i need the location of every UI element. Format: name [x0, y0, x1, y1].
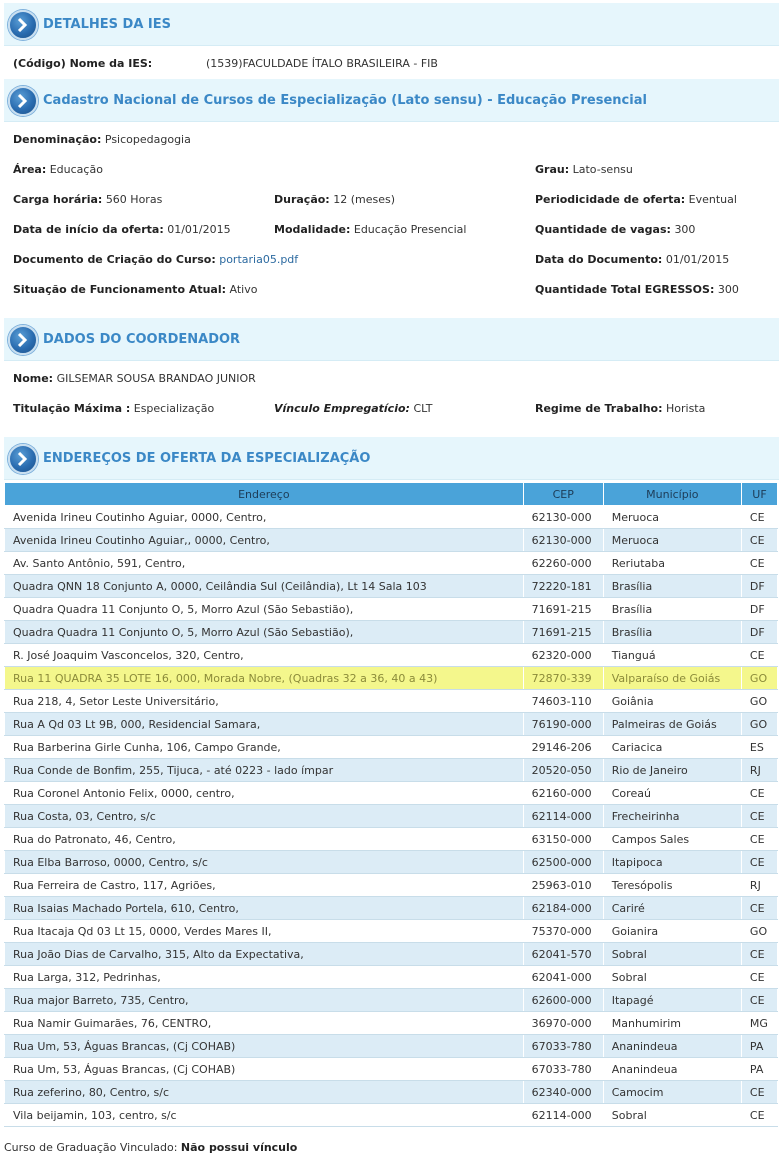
cell-cep: 72220-181 — [523, 575, 603, 598]
footer-graduacao — [4, 1141, 297, 1154]
cell-uf: GO — [741, 667, 777, 690]
cell-endereco: Av. Santo Antônio, 591, Centro, — [5, 552, 524, 575]
field-vinculo — [274, 402, 432, 415]
value-coordenador-nome: GILSEMAR SOUSA BRANDAO JUNIOR — [56, 372, 256, 385]
table-row[interactable] — [5, 1081, 778, 1104]
cell-cep: 74603-110 — [523, 690, 603, 713]
cell-uf: DF — [741, 575, 777, 598]
table-row[interactable] — [5, 1058, 778, 1081]
cell-cep: 62160-000 — [523, 782, 603, 805]
value-area: Educação — [49, 163, 103, 176]
cell-cep: 76190-000 — [523, 713, 603, 736]
cell-cep: 36970-000 — [523, 1012, 603, 1035]
section-header-coordenador — [4, 318, 779, 361]
cell-municipio: Brasília — [603, 621, 741, 644]
cell-uf: CE — [741, 966, 777, 989]
cell-uf: RJ — [741, 874, 777, 897]
cell-endereco: Rua Conde de Bonfim, 255, Tijuca, - até 0223 - lado ímpar — [5, 759, 524, 782]
label-documento: Documento de Criação do Curso: — [13, 253, 216, 266]
cell-endereco: Rua Larga, 312, Pedrinhas, — [5, 966, 524, 989]
cell-municipio: Meruoca — [603, 506, 741, 529]
table-row[interactable] — [5, 552, 778, 575]
footer-label: Curso de Graduação Vinculado: — [4, 1141, 178, 1154]
label-denominacao: Denominação: — [13, 133, 102, 146]
table-row[interactable] — [5, 736, 778, 759]
cell-uf: MG — [741, 1012, 777, 1035]
cell-cep: 67033-780 — [523, 1035, 603, 1058]
value-denominacao: Psicopedagogia — [104, 133, 191, 146]
cell-endereco: Rua Ferreira de Castro, 117, Agriões, — [5, 874, 524, 897]
table-row[interactable] — [5, 759, 778, 782]
field-titulacao — [13, 402, 214, 415]
cell-municipio: Goiânia — [603, 690, 741, 713]
table-row[interactable] — [5, 690, 778, 713]
cell-cep: 67033-780 — [523, 1058, 603, 1081]
label-modalidade: Modalidade: — [274, 223, 351, 236]
cell-municipio: Manhumirim — [603, 1012, 741, 1035]
value-carga: 560 Horas — [105, 193, 163, 206]
table-row[interactable] — [5, 1035, 778, 1058]
section-title-ies: DETALHES DA IES — [43, 17, 171, 32]
value-periodicidade: Eventual — [688, 193, 737, 206]
table-row[interactable] — [5, 874, 778, 897]
cell-cep: 62500-000 — [523, 851, 603, 874]
table-row[interactable] — [5, 1104, 778, 1127]
cell-municipio: Itapipoca — [603, 851, 741, 874]
cell-endereco: Rua major Barreto, 735, Centro, — [5, 989, 524, 1012]
value-titulacao: Especialização — [133, 402, 215, 415]
cell-endereco: Rua Namir Guimarães, 76, CENTRO, — [5, 1012, 524, 1035]
cell-municipio: Sobral — [603, 966, 741, 989]
cell-cep: 71691-215 — [523, 598, 603, 621]
label-coordenador-nome: Nome: — [13, 372, 54, 385]
field-documento — [13, 253, 298, 266]
cell-cep: 62041-570 — [523, 943, 603, 966]
cell-cep: 62600-000 — [523, 989, 603, 1012]
cell-cep: 63150-000 — [523, 828, 603, 851]
cell-municipio: Palmeiras de Goiás — [603, 713, 741, 736]
field-grau — [535, 163, 633, 176]
cell-uf: RJ — [741, 759, 777, 782]
cell-uf: CE — [741, 897, 777, 920]
cell-municipio: Ananindeua — [603, 1035, 741, 1058]
cell-endereco: Vila beijamin, 103, centro, s/c — [5, 1104, 524, 1127]
cell-endereco: Rua A Qd 03 Lt 9B, 000, Residencial Samara, — [5, 713, 524, 736]
cell-uf: ES — [741, 736, 777, 759]
footer-value: Não possui vínculo — [180, 1141, 298, 1154]
cell-municipio: Goianira — [603, 920, 741, 943]
column-header-endereco[interactable]: Endereço — [5, 483, 524, 506]
field-periodicidade — [535, 193, 737, 206]
table-row[interactable] — [5, 621, 778, 644]
cell-municipio: Camocim — [603, 1081, 741, 1104]
cell-uf: DF — [741, 598, 777, 621]
label-area: Área: — [13, 163, 47, 176]
field-inicio — [13, 223, 231, 236]
table-row[interactable] — [5, 851, 778, 874]
value-nome-ies: (1539)FACULDADE ÍTALO BRASILEIRA - FIB — [206, 57, 438, 70]
cell-municipio: Sobral — [603, 943, 741, 966]
cell-municipio: Reriutaba — [603, 552, 741, 575]
table-row[interactable] — [5, 529, 778, 552]
cell-cep: 62114-000 — [523, 1104, 603, 1127]
value-regime: Horista — [666, 402, 706, 415]
cell-cep: 20520-050 — [523, 759, 603, 782]
cell-uf: CE — [741, 1081, 777, 1104]
field-egressos — [535, 283, 739, 296]
section-header-ies — [4, 3, 779, 46]
label-periodicidade: Periodicidade de oferta: — [535, 193, 686, 206]
field-denominacao — [13, 133, 191, 146]
cell-endereco: Rua Coronel Antonio Felix, 0000, centro, — [5, 782, 524, 805]
enderecos-table-body — [5, 506, 778, 1127]
field-situacao — [13, 283, 257, 296]
cell-endereco: Quadra QNN 18 Conjunto A, 0000, Ceilândia Sul (Ceilândia), Lt 14 Sala 103 — [5, 575, 524, 598]
chevron-right-circle-icon — [8, 10, 38, 40]
cell-cep: 62130-000 — [523, 529, 603, 552]
value-situacao: Ativo — [229, 283, 258, 296]
cell-uf: CE — [741, 989, 777, 1012]
table-row[interactable] — [5, 805, 778, 828]
cell-uf: GO — [741, 690, 777, 713]
value-vinculo: CLT — [413, 402, 433, 415]
cell-uf: CE — [741, 1104, 777, 1127]
label-carga: Carga horária: — [13, 193, 103, 206]
cell-uf: CE — [741, 805, 777, 828]
label-data-documento: Data do Documento: — [535, 253, 663, 266]
cell-endereco: Rua zeferino, 80, Centro, s/c — [5, 1081, 524, 1104]
cell-endereco: Avenida Irineu Coutinho Aguiar,, 0000, Centro, — [5, 529, 524, 552]
label-grau: Grau: — [535, 163, 570, 176]
cell-uf: GO — [741, 713, 777, 736]
table-row[interactable] — [5, 506, 778, 529]
cell-uf: CE — [741, 943, 777, 966]
label-situacao: Situação de Funcionamento Atual: — [13, 283, 227, 296]
field-regime — [535, 402, 705, 415]
cell-cep: 62340-000 — [523, 1081, 603, 1104]
chevron-right-circle-icon — [8, 444, 38, 474]
cell-cep: 62041-000 — [523, 966, 603, 989]
column-header-cep[interactable]: CEP — [523, 483, 603, 506]
table-row[interactable] — [5, 782, 778, 805]
value-grau: Lato-sensu — [572, 163, 633, 176]
cell-municipio: Campos Sales — [603, 828, 741, 851]
cell-municipio: Teresópolis — [603, 874, 741, 897]
value-egressos: 300 — [717, 283, 739, 296]
cell-endereco: Rua Barberina Girle Cunha, 106, Campo Grande, — [5, 736, 524, 759]
label-regime: Regime de Trabalho: — [535, 402, 663, 415]
cell-endereco: Quadra Quadra 11 Conjunto O, 5, Morro Azul (São Sebastião), — [5, 621, 524, 644]
label-nome-ies: (Código) Nome da IES: — [13, 57, 153, 70]
label-egressos: Quantidade Total EGRESSOS: — [535, 283, 715, 296]
chevron-right-circle-icon — [8, 325, 38, 355]
table-row[interactable] — [5, 713, 778, 736]
cell-cep: 62260-000 — [523, 552, 603, 575]
cell-cep: 29146-206 — [523, 736, 603, 759]
cell-municipio: Brasília — [603, 598, 741, 621]
cell-municipio: Sobral — [603, 1104, 741, 1127]
cell-cep: 62184-000 — [523, 897, 603, 920]
table-row[interactable] — [5, 1012, 778, 1035]
cell-municipio: Brasília — [603, 575, 741, 598]
cell-municipio: Tianguá — [603, 644, 741, 667]
label-vagas: Quantidade de vagas: — [535, 223, 671, 236]
cell-municipio: Ananindeua — [603, 1058, 741, 1081]
cell-municipio: Cariacica — [603, 736, 741, 759]
cell-uf: CE — [741, 529, 777, 552]
value-data-documento: 01/01/2015 — [665, 253, 730, 266]
table-row[interactable] — [5, 943, 778, 966]
cell-cep: 72870-339 — [523, 667, 603, 690]
enderecos-table — [4, 482, 778, 1127]
field-duracao — [274, 193, 395, 206]
value-duracao: 12 (meses) — [333, 193, 396, 206]
section-title-coordenador: DADOS DO COORDENADOR — [43, 332, 241, 347]
cell-endereco: Rua Um, 53, Águas Brancas, (Cj COHAB) — [5, 1035, 524, 1058]
value-inicio: 01/01/2015 — [167, 223, 231, 236]
cell-municipio: Coreaú — [603, 782, 741, 805]
table-row[interactable] — [5, 989, 778, 1012]
cell-endereco: Rua Elba Barroso, 0000, Centro, s/c — [5, 851, 524, 874]
label-inicio: Data de início da oferta: — [13, 223, 164, 236]
table-row[interactable] — [5, 920, 778, 943]
table-row[interactable] — [5, 598, 778, 621]
cell-municipio: Valparaíso de Goiás — [603, 667, 741, 690]
table-row[interactable] — [5, 644, 778, 667]
field-area — [13, 163, 103, 176]
table-row[interactable] — [5, 897, 778, 920]
cell-uf: DF — [741, 621, 777, 644]
cell-endereco: Quadra Quadra 11 Conjunto O, 5, Morro Azul (São Sebastião), — [5, 598, 524, 621]
cell-municipio: Meruoca — [603, 529, 741, 552]
label-vinculo: Vínculo Empregatício: — [274, 402, 410, 415]
table-row[interactable] — [5, 575, 778, 598]
cell-endereco: Rua do Patronato, 46, Centro, — [5, 828, 524, 851]
cell-endereco: Rua Um, 53, Águas Brancas, (Cj COHAB) — [5, 1058, 524, 1081]
field-modalidade — [274, 223, 466, 236]
table-row[interactable] — [5, 667, 778, 690]
cell-municipio: Frecheirinha — [603, 805, 741, 828]
value-vagas: 300 — [674, 223, 696, 236]
column-header-uf[interactable]: UF — [741, 483, 777, 506]
cell-municipio: Itapagé — [603, 989, 741, 1012]
field-carga — [13, 193, 162, 206]
cell-endereco: Rua João Dias de Carvalho, 315, Alto da Expectativa, — [5, 943, 524, 966]
cell-uf: CE — [741, 782, 777, 805]
cell-endereco: Rua Isaias Machado Portela, 610, Centro, — [5, 897, 524, 920]
cell-cep: 62130-000 — [523, 506, 603, 529]
cell-cep: 62114-000 — [523, 805, 603, 828]
cell-cep: 25963-010 — [523, 874, 603, 897]
cell-uf: CE — [741, 851, 777, 874]
cell-endereco: Rua 218, 4, Setor Leste Universitário, — [5, 690, 524, 713]
cell-uf: PA — [741, 1058, 777, 1081]
field-data-documento — [535, 253, 729, 266]
table-row[interactable] — [5, 828, 778, 851]
column-header-municipio[interactable]: Município — [603, 483, 741, 506]
label-titulacao: Titulação Máxima : — [13, 402, 131, 415]
cell-uf: CE — [741, 828, 777, 851]
cell-endereco: Rua 11 QUADRA 35 LOTE 16, 000, Morada Nobre, (Quadras 32 a 36, 40 a 43) — [5, 667, 524, 690]
table-header-row — [5, 483, 778, 506]
link-documento[interactable]: portaria05.pdf — [219, 253, 299, 266]
section-title-enderecos: ENDEREÇOS DE OFERTA DA ESPECIALIZAÇÃO — [43, 451, 371, 466]
cell-endereco: Avenida Irineu Coutinho Aguiar, 0000, Centro, — [5, 506, 524, 529]
cell-endereco: R. José Joaquim Vasconcelos, 320, Centro, — [5, 644, 524, 667]
cell-cep: 75370-000 — [523, 920, 603, 943]
cell-uf: GO — [741, 920, 777, 943]
field-nome-ies — [13, 57, 152, 70]
label-duracao: Duração: — [274, 193, 330, 206]
chevron-right-circle-icon — [8, 86, 38, 116]
cell-municipio: Rio de Janeiro — [603, 759, 741, 782]
section-title-curso: Cadastro Nacional de Cursos de Especialização (Lato sensu) - Educação Presencial — [43, 93, 647, 108]
cell-cep: 71691-215 — [523, 621, 603, 644]
cell-uf: CE — [741, 644, 777, 667]
cell-cep: 62320-000 — [523, 644, 603, 667]
cell-endereco: Rua Costa, 03, Centro, s/c — [5, 805, 524, 828]
field-vagas — [535, 223, 695, 236]
cell-municipio: Cariré — [603, 897, 741, 920]
cell-uf: CE — [741, 506, 777, 529]
cell-endereco: Rua Itacaja Qd 03 Lt 15, 0000, Verdes Mares II, — [5, 920, 524, 943]
field-coordenador-nome — [13, 372, 256, 385]
section-header-curso — [4, 79, 779, 122]
cell-uf: PA — [741, 1035, 777, 1058]
cell-uf: CE — [741, 552, 777, 575]
section-header-enderecos — [4, 437, 779, 480]
value-modalidade: Educação Presencial — [353, 223, 467, 236]
table-row[interactable] — [5, 966, 778, 989]
